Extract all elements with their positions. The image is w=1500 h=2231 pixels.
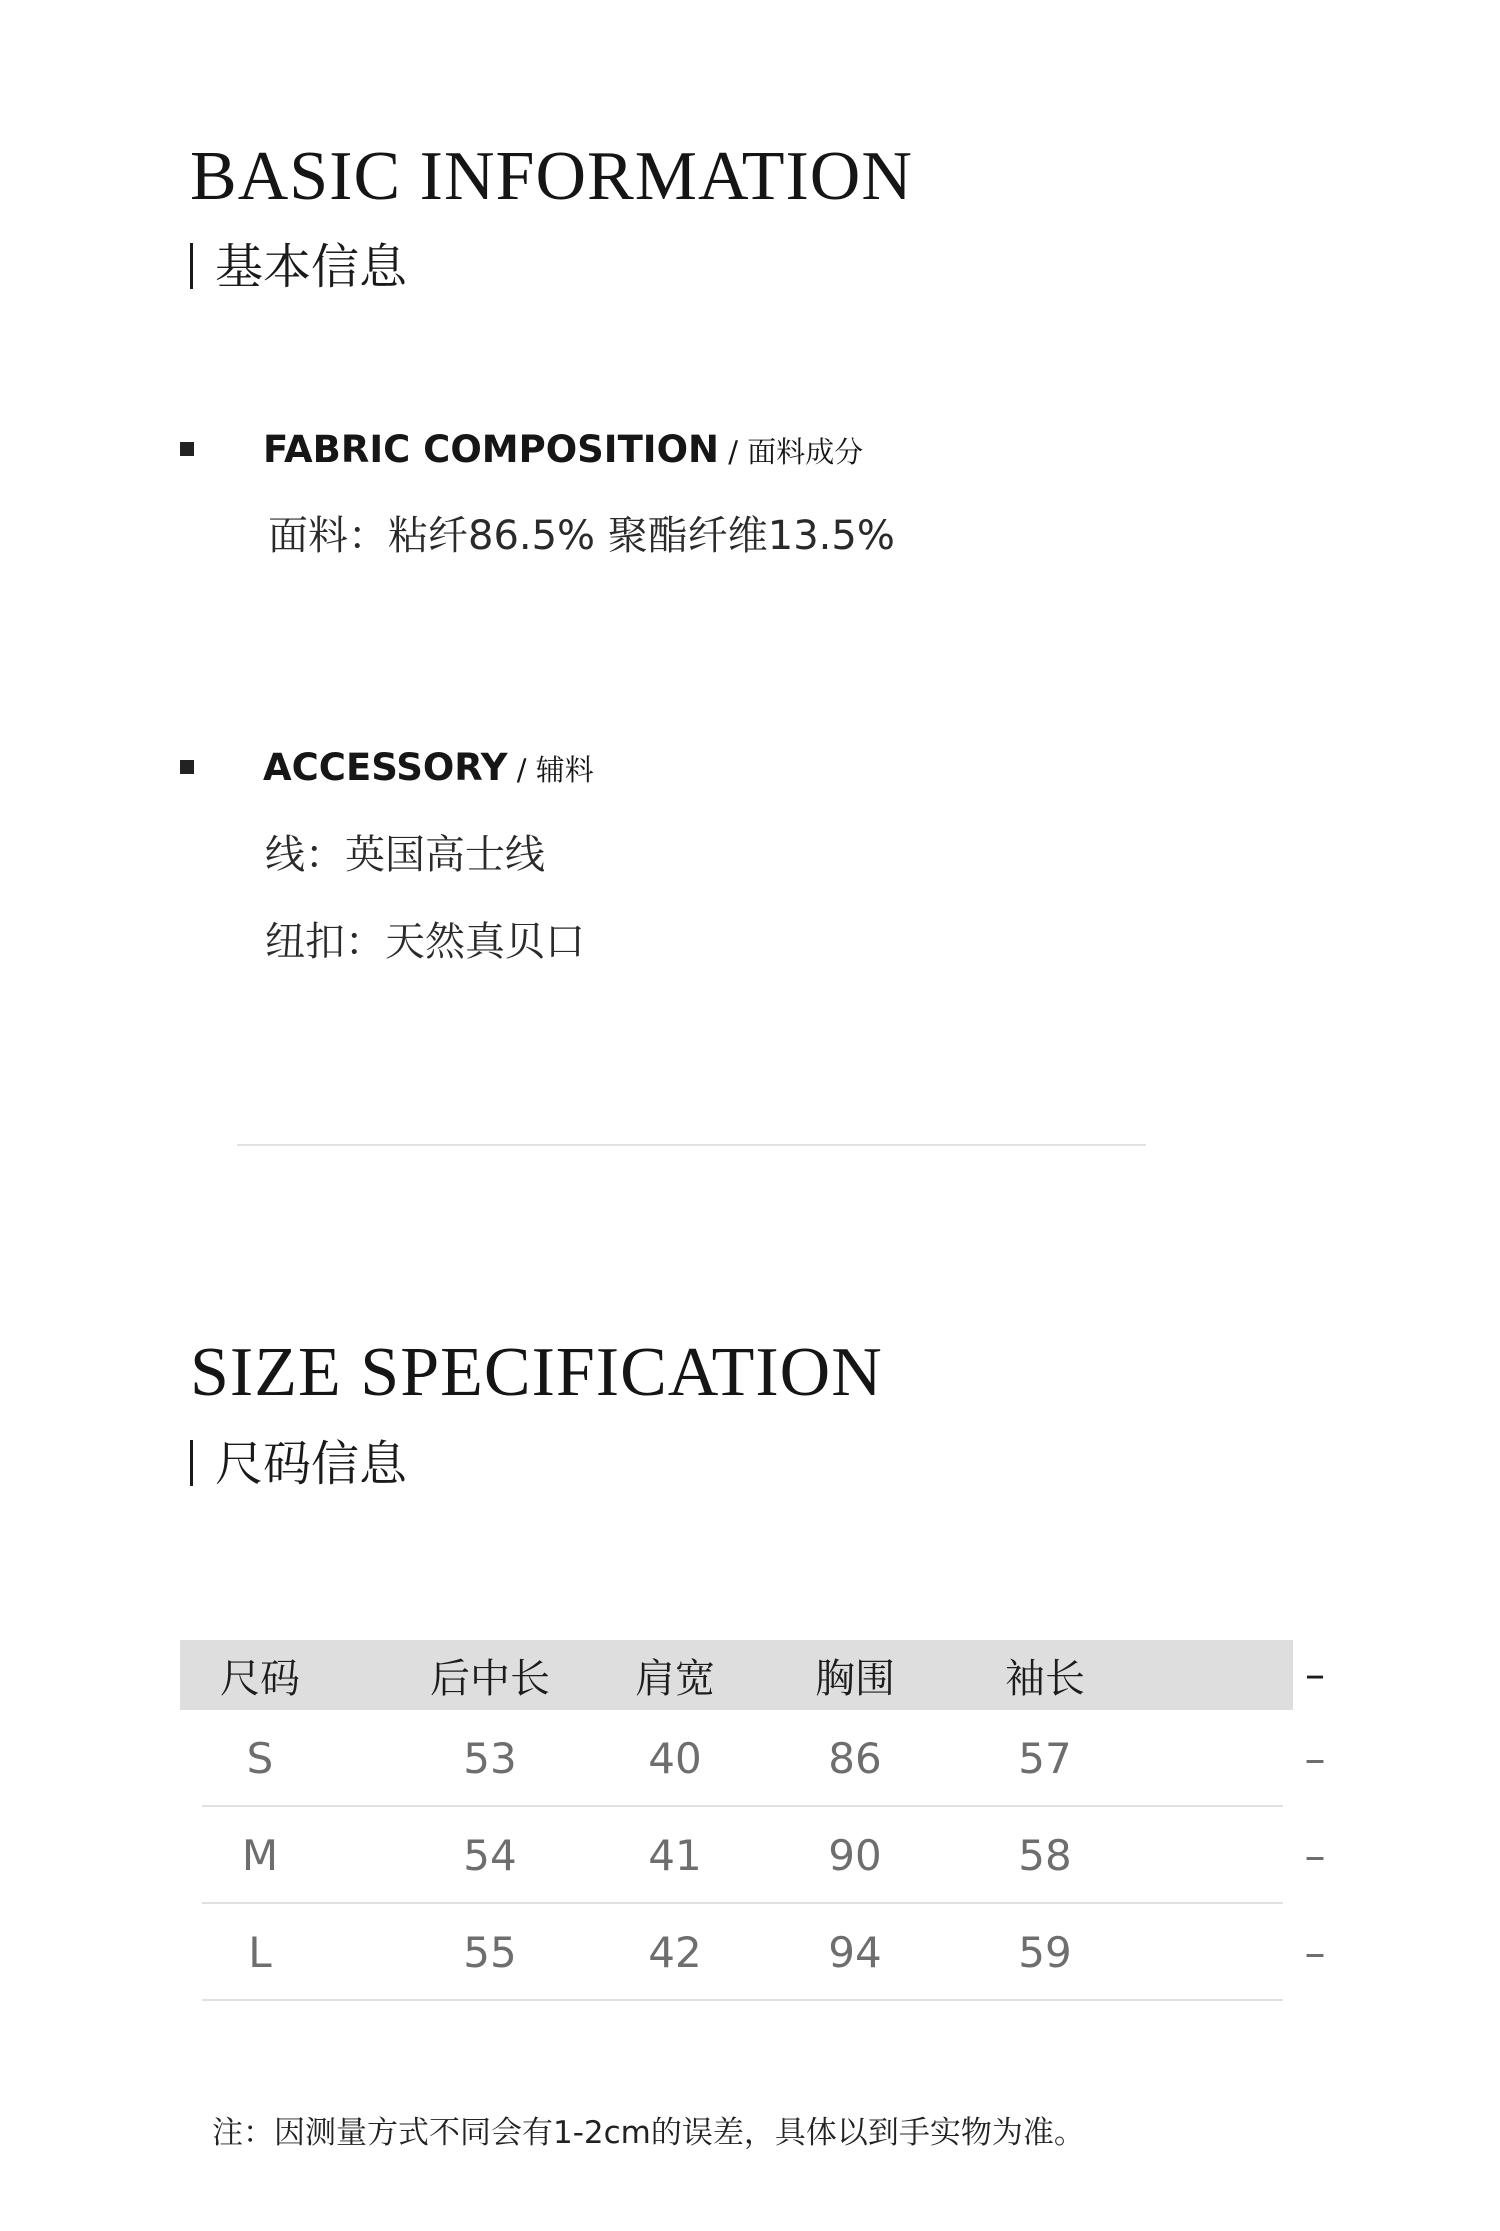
- cell-sleeve-length: 57: [1018, 1734, 1072, 1783]
- cell-back-length: 54: [463, 1831, 517, 1880]
- cell-size: S: [246, 1734, 274, 1783]
- cell-chest: 94: [828, 1928, 882, 1977]
- fabric-heading: [263, 428, 864, 471]
- cell-extra: –: [1304, 1928, 1326, 1977]
- subtitle-bar: [190, 243, 193, 289]
- basic-info-subtitle-text: 基本信息: [215, 239, 408, 295]
- fabric-heading-zh: / 面料成分: [719, 435, 864, 469]
- row-divider: [202, 1999, 1283, 2001]
- cell-extra: –: [1304, 1734, 1326, 1783]
- cell-sleeve-length: 58: [1018, 1831, 1072, 1880]
- cell-extra: –: [1304, 1831, 1326, 1880]
- cell-size: M: [241, 1831, 279, 1880]
- section-divider: [237, 1144, 1146, 1146]
- size-spec-subtitle-text: 尺码信息: [215, 1436, 408, 1492]
- accessory-button-line: 纽扣：天然真贝口: [265, 919, 585, 965]
- cell-shoulder-width: 40: [648, 1734, 702, 1783]
- cell-size: L: [248, 1928, 272, 1977]
- subtitle-bar: [190, 1440, 193, 1486]
- accessory-heading: [263, 746, 594, 789]
- bullet-square-icon: [180, 442, 194, 456]
- size-spec-subtitle: [190, 1436, 408, 1492]
- header-back-length: 后中长: [430, 1655, 550, 1702]
- table-row: [180, 1904, 1326, 2001]
- cell-back-length: 53: [463, 1734, 517, 1783]
- cell-shoulder-width: 42: [648, 1928, 702, 1977]
- fabric-heading-en: FABRIC COMPOSITION: [263, 428, 719, 471]
- table-row: [180, 1710, 1326, 1807]
- cell-shoulder-width: 41: [648, 1831, 702, 1880]
- accessory-heading-zh: / 辅料: [507, 753, 594, 787]
- cell-chest: 86: [828, 1734, 882, 1783]
- basic-info-subtitle: [190, 239, 408, 295]
- cell-back-length: 55: [463, 1928, 517, 1977]
- size-table: [180, 1640, 1326, 2001]
- header-sleeve-length: 袖长: [1005, 1655, 1085, 1702]
- accessory-thread-line: 线：英国高士线: [265, 832, 545, 878]
- header-chest: 胸围: [815, 1655, 895, 1702]
- size-spec-title: SIZE SPECIFICATION: [190, 1334, 883, 1411]
- cell-sleeve-length: 59: [1018, 1928, 1072, 1977]
- header-size: 尺码: [220, 1655, 300, 1702]
- header-shoulder-width: 肩宽: [635, 1655, 715, 1702]
- basic-info-title: BASIC INFORMATION: [190, 138, 913, 215]
- accessory-heading-en: ACCESSORY: [263, 746, 508, 789]
- measurement-note: 注：因测量方式不同会有1-2cm的误差，具体以到手实物为准。: [212, 2115, 1085, 2151]
- table-row: [180, 1807, 1326, 1904]
- cell-chest: 90: [828, 1831, 882, 1880]
- header-extra: –: [1305, 1652, 1325, 1698]
- bullet-square-icon: [180, 760, 194, 774]
- size-table-header-row: [180, 1640, 1325, 1710]
- fabric-composition-line: 面料：粘纤86.5% 聚酯纤维13.5%: [268, 513, 895, 559]
